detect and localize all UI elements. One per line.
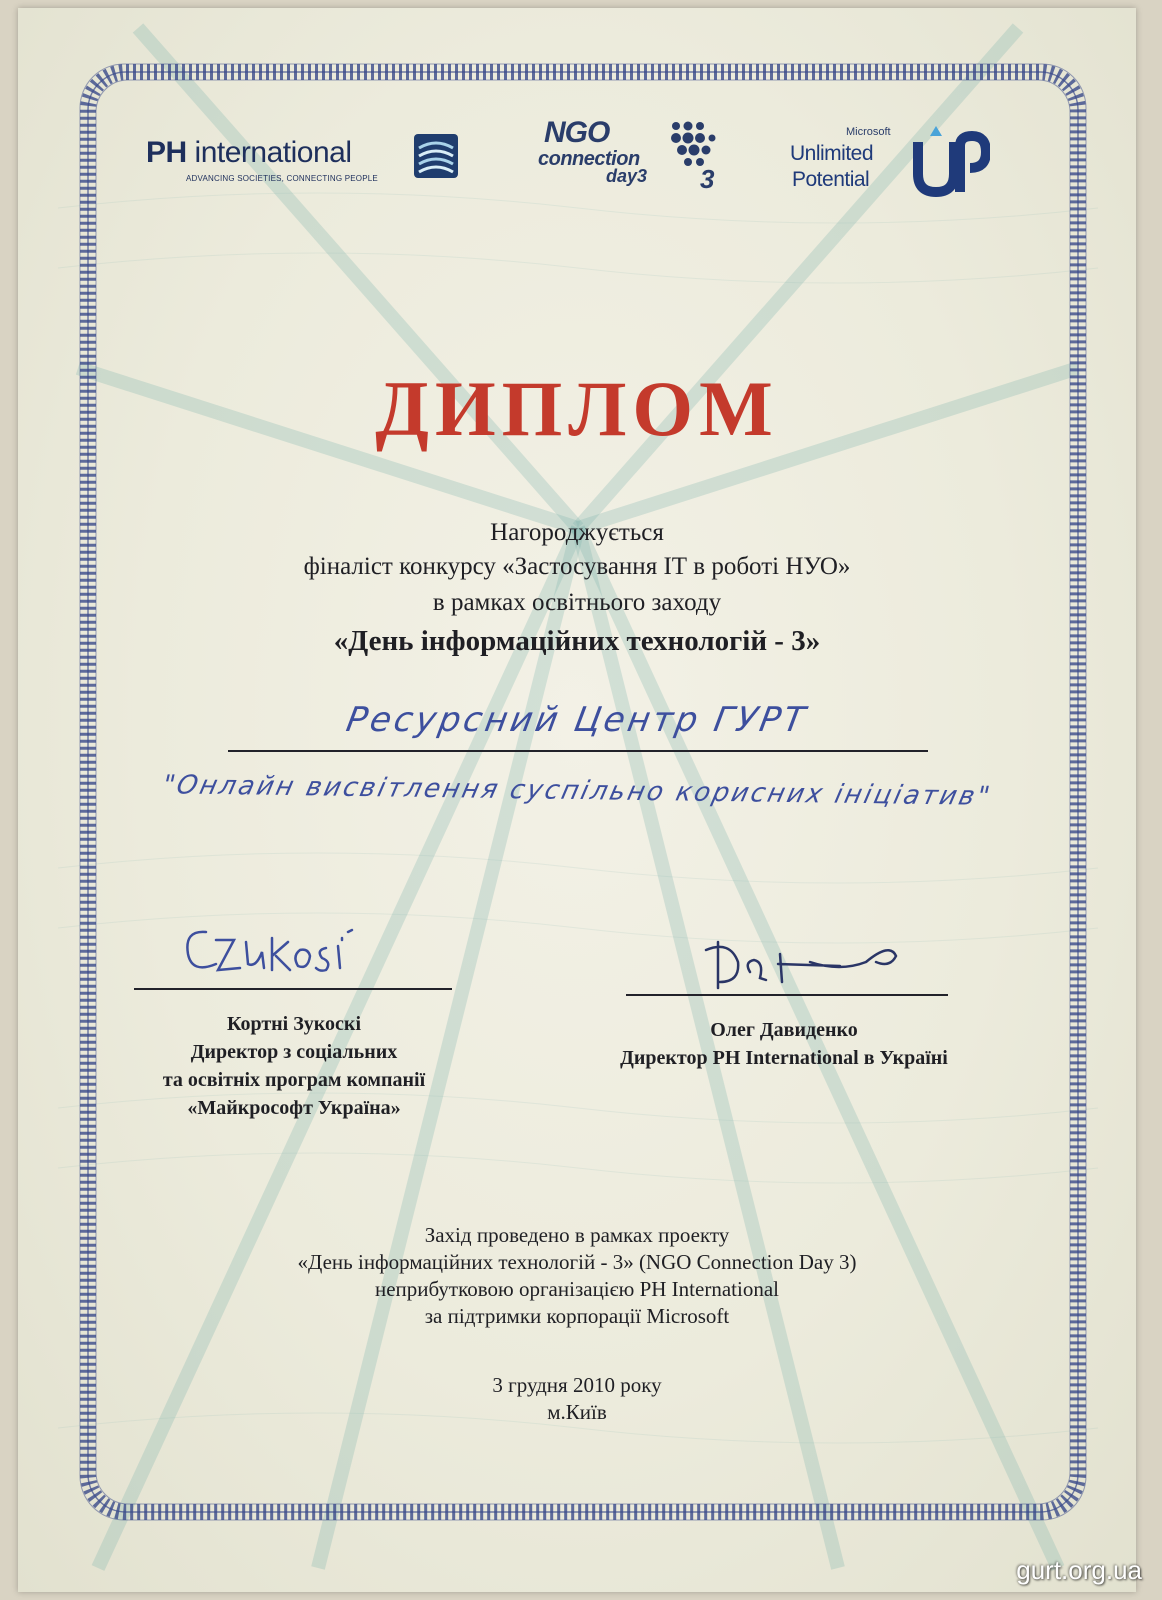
ms-logo-line2: Potential xyxy=(792,168,870,191)
signatory-left-role-1: Директор з соціальних xyxy=(190,1041,398,1063)
signatory-left-name: Кортні Зукоскі xyxy=(226,1013,362,1035)
signatory-left-role-3: «Майкрософт Україна» xyxy=(187,1097,401,1119)
ph-logo-tagline: ADVANCING SOCIETIES, CONNECTING PEOPLE xyxy=(186,174,378,183)
diploma-title: ДИПЛОМ xyxy=(375,365,779,452)
ngo-dots-icon xyxy=(666,118,718,192)
project-handwritten: "Онлайн висвітлення суспільно корисних ініціатив" xyxy=(159,770,995,812)
ngo-logo-line2: connection xyxy=(538,148,640,170)
ms-logo-brand: Microsoft xyxy=(846,126,891,138)
microsoft-unlimited-potential-logo xyxy=(790,118,990,208)
ngo-logo-line1: NGO xyxy=(544,116,610,149)
up-arrow-icon xyxy=(910,122,990,202)
footer-date-place xyxy=(18,1372,1136,1426)
signature-line-right xyxy=(626,994,948,996)
footer-line-1: Захід проведено в рамках проекту xyxy=(424,1223,730,1247)
signatory-left xyxy=(114,1010,474,1122)
ph-globe-icon xyxy=(414,134,458,178)
ph-international-logo xyxy=(146,132,456,192)
diploma-sheet xyxy=(18,8,1136,1592)
footer-line-4: за підтримки корпорації Microsoft xyxy=(424,1304,730,1328)
signatory-left-role-2: та освітніх програм компанії xyxy=(162,1069,426,1091)
signatory-right xyxy=(594,1016,974,1072)
signatory-right-role-1: Директор PH International в Україні xyxy=(620,1047,948,1069)
awarded-line: Нагороджується xyxy=(490,519,664,546)
issue-date: 3 грудня 2010 року xyxy=(492,1373,662,1397)
signature-right xyxy=(690,932,920,996)
site-watermark: gurt.org.ua xyxy=(1016,1555,1142,1585)
contest-line: фіналіст конкурсу «Застосування ІТ в роботі НУО» xyxy=(303,553,851,580)
signature-left xyxy=(176,912,426,987)
footer-line-3: неприбутковою організацією PH International xyxy=(375,1277,779,1301)
ngo-connection-day3-logo xyxy=(538,116,718,196)
recipient-underline xyxy=(228,750,928,752)
recipient-handwritten: Ресурсний Центр ГУРТ xyxy=(343,700,811,740)
ms-logo-line1: Unlimited xyxy=(790,142,874,165)
signature-line-left xyxy=(134,988,452,990)
footer-project-info xyxy=(18,1222,1136,1330)
svg-text:3: 3 xyxy=(700,164,715,192)
ngo-logo-line3: day3 xyxy=(606,166,648,186)
ph-logo-wordmark: PH international xyxy=(146,136,352,169)
signatory-right-name: Олег Давиденко xyxy=(710,1019,858,1041)
event-name-line: «День інформаційних технологій - 3» xyxy=(333,625,821,657)
event-line: в рамках освітнього заходу xyxy=(432,589,722,616)
footer-line-2: «День інформаційних технологій - 3» (NGO Connection Day 3) xyxy=(297,1250,857,1274)
issue-city: м.Київ xyxy=(547,1400,607,1424)
